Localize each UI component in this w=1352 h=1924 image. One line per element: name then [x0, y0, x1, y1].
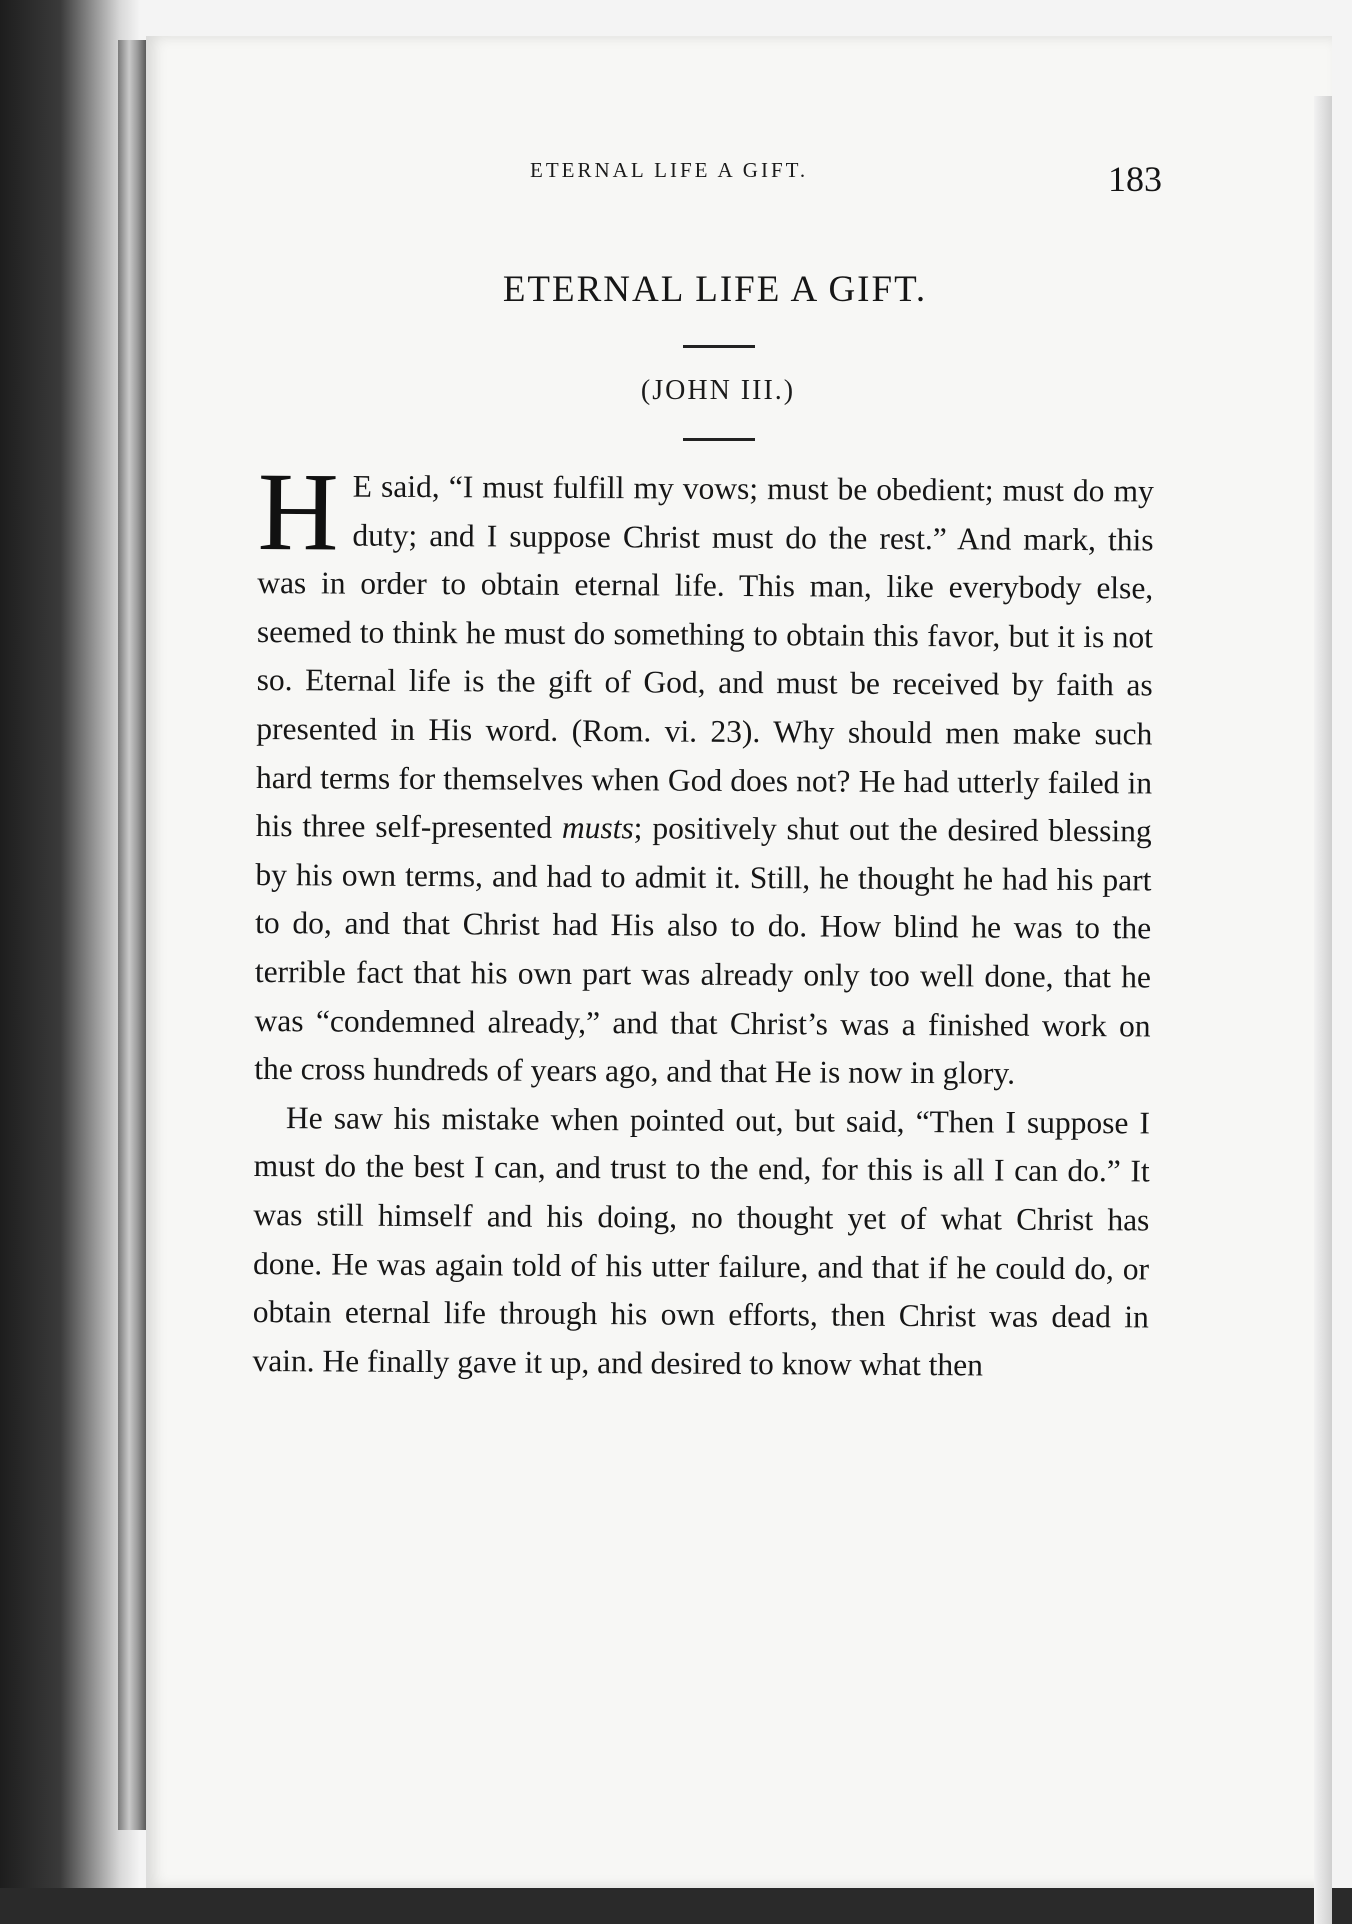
running-header: ETERNAL LIFE A GIFT.: [530, 158, 809, 182]
page-number: 183: [1108, 159, 1162, 199]
paragraph-1-text-a: E said, “I must fulfill my vows; must be obedient; must do my duty; and I suppose Christ must do the rest.” And mark, this was in order to obtain eternal life. This man, like everybody else, seemed to think he must do something to obtain this favor, but it is not so. Eternal life is the gift of God, and must be received by faith as presented in His word. (Rom. vi. 23). Why should men make such hard terms for themselves when God does not? He had utterly failed in his three self-presented: [255, 468, 1154, 846]
chapter-title: ETERNAL LIFE A GIFT.: [502, 269, 928, 310]
paragraph-1: [254, 450, 1154, 1099]
title-rule-top: [683, 345, 755, 348]
title-rule-bottom: [683, 438, 755, 441]
chapter-subtitle: (JOHN III.): [640, 375, 796, 406]
page-edge: [1314, 96, 1332, 1924]
paragraph-1-text-b: ; positively shut out the desired blessing by his own terms, and had to admit it. Still, he thought he had his part to do, and that Christ had His also to do. How blind he was to the terrible fact that his own part was already only too well done, that he was “condemned already,” and that Christ’s was a finished work on the cross hundreds of years ago, and that He is now in glory.: [254, 810, 1152, 1091]
paragraph-1-italic-word: musts: [561, 810, 634, 846]
body-text: [252, 450, 1154, 1391]
drop-cap: H: [257, 450, 339, 575]
paragraph-2: He saw his mistake when pointed out, but said, “Then I suppose I must do the best I can, and trust to the end, for this is all I can do.” It was still himself and his doing, no thought yet of what Christ has done. He was again told of his utter failure, and that if he could do, or obtain eternal life through his own efforts, then Christ was dead in vain. He finally gave it up, and desired to know what then: [252, 1099, 1151, 1383]
